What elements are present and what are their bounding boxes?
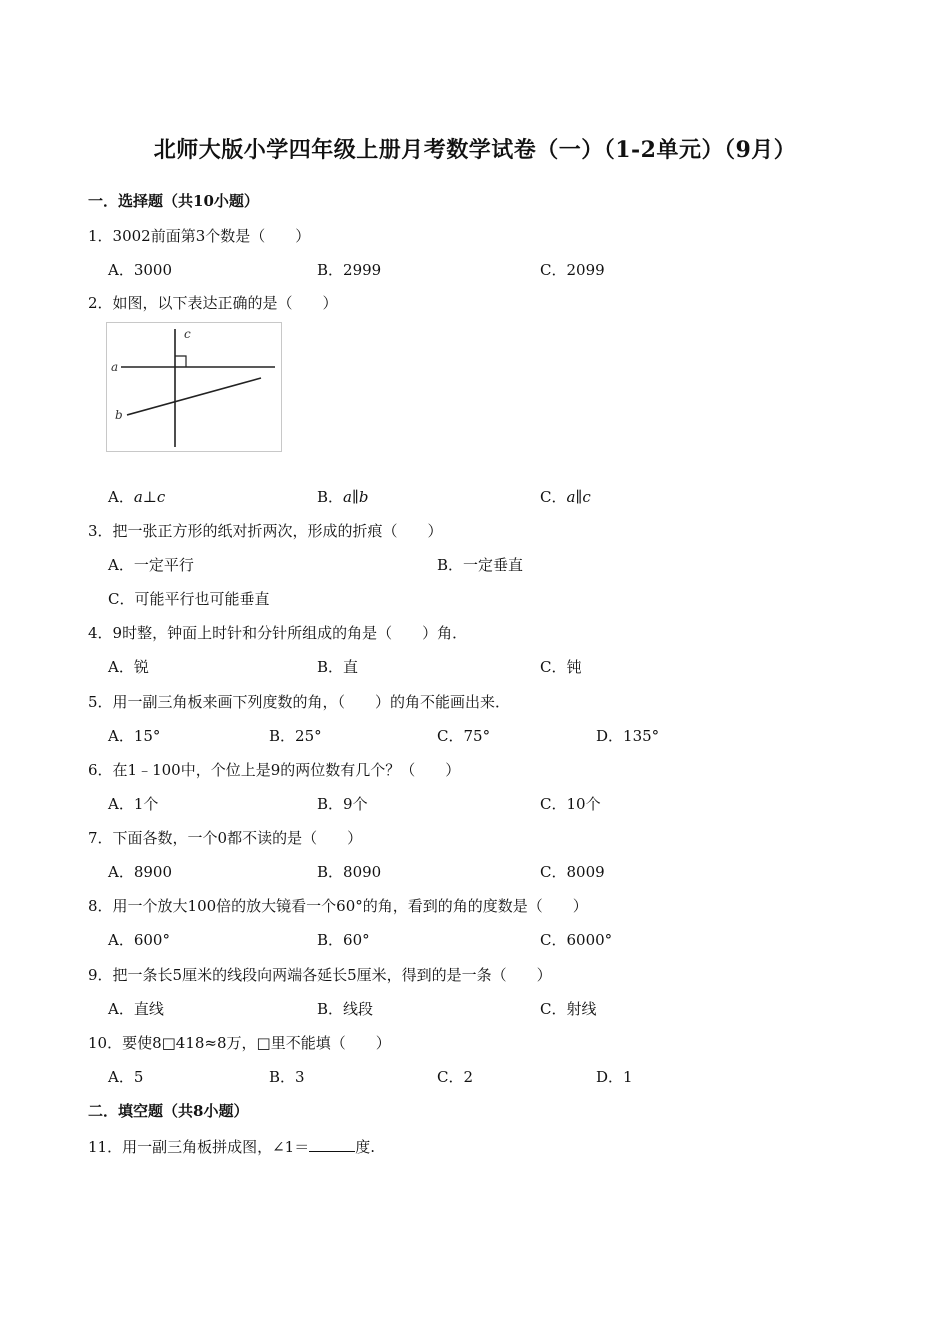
q10-option-b: B．3: [269, 1068, 305, 1086]
label-a: a: [111, 360, 119, 374]
q7-option-b: B．8090: [317, 863, 382, 881]
question-11-stem: 11．用一副三角板拼成图，∠1＝ 度.: [88, 1138, 375, 1156]
question-6-stem: 6．在1﹣100中，个位上是9的两位数有几个？（ ）: [88, 761, 461, 779]
q8-option-c: C．6000°: [540, 931, 613, 949]
q2-option-a: A．a⊥c: [108, 488, 166, 506]
answer-blank[interactable]: [309, 1137, 355, 1152]
q1-option-c: C．2099: [540, 261, 605, 279]
q6-option-b: B．9个: [317, 795, 368, 813]
question-1-stem: 1．3002前面第3个数是（ ）: [88, 227, 311, 245]
lines-figure-svg: [107, 323, 281, 451]
q7-option-c: C．8009: [540, 863, 605, 881]
q5-option-d: D．135°: [596, 727, 660, 745]
section-heading-choice: 一．选择题（共10小题）: [88, 192, 259, 210]
label-c: c: [184, 327, 191, 341]
q5-option-c: C．75°: [437, 727, 491, 745]
q9-option-c: C．射线: [540, 1000, 597, 1018]
q1-option-b: B．2999: [317, 261, 382, 279]
q4-option-b: B．直: [317, 658, 359, 676]
question-7-stem: 7．下面各数，一个0都不读的是（ ）: [88, 829, 363, 847]
question-8-stem: 8．用一个放大100倍的放大镜看一个60°的角，看到的角的度数是（ ）: [88, 897, 588, 915]
lines-figure: [106, 322, 282, 452]
q2-option-b: B．a∥b: [317, 488, 369, 506]
q4-option-a: A．锐: [108, 658, 149, 676]
q4-option-c: C．钝: [540, 658, 582, 676]
q8-option-b: B．60°: [317, 931, 370, 949]
section-heading-fill: 二．填空题（共8小题）: [88, 1102, 249, 1120]
q6-option-a: A．1个: [108, 795, 159, 813]
question-10-stem: 10．要使8□418≈8万，□里不能填（ ）: [88, 1034, 391, 1052]
q5-option-b: B．25°: [269, 727, 322, 745]
q10-option-c: C．2: [437, 1068, 474, 1086]
question-3-stem: 3．把一张正方形的纸对折两次，形成的折痕（ ）: [88, 522, 443, 540]
right-angle-mark: [175, 356, 186, 367]
q5-option-a: A．15°: [108, 727, 161, 745]
q8-option-a: A．600°: [108, 931, 170, 949]
q9-option-b: B．线段: [317, 1000, 374, 1018]
q10-option-d: D．1: [596, 1068, 633, 1086]
q3-option-b: B．一定垂直: [437, 556, 524, 574]
page-title: 北师大版小学四年级上册月考数学试卷（一）（1-2单元）（9月）: [153, 137, 797, 163]
question-2-stem: 2．如图，以下表达正确的是（ ）: [88, 294, 338, 312]
q6-option-c: C．10个: [540, 795, 601, 813]
question-9-stem: 9．把一条长5厘米的线段向两端各延长5厘米，得到的是一条（ ）: [88, 966, 552, 984]
q10-option-a: A．5: [108, 1068, 144, 1086]
line-b: [127, 378, 261, 415]
q3-option-a: A．一定平行: [108, 556, 194, 574]
q3-option-c: C．可能平行也可能垂直: [108, 590, 270, 608]
q9-option-a: A．直线: [108, 1000, 164, 1018]
q2-option-c: C．a∥c: [540, 488, 591, 506]
label-b: b: [115, 408, 123, 422]
q1-option-a: A．3000: [108, 261, 173, 279]
q7-option-a: A．8900: [108, 863, 173, 881]
question-4-stem: 4．9时整，钟面上时针和分针所组成的角是（ ）角．: [88, 624, 468, 642]
question-5-stem: 5．用一副三角板来画下列度数的角，（ ）的角不能画出来．: [88, 693, 511, 711]
